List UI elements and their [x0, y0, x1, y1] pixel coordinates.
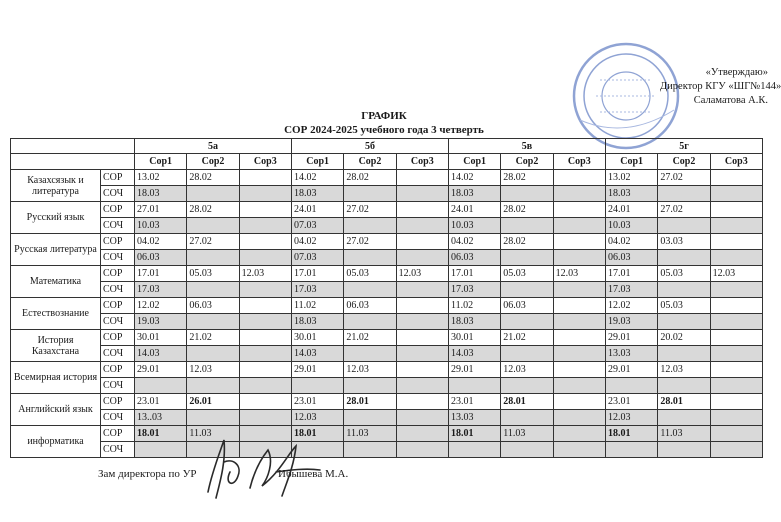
soch-date-cell: 07.03 [291, 218, 343, 234]
sor-date-cell [710, 170, 762, 186]
soch-empty-cell [396, 282, 448, 298]
subject-soch-row [11, 378, 763, 394]
soch-date-cell: 06.03 [135, 250, 187, 266]
footer-position: Зам директора по УР [98, 468, 197, 480]
sor-date-cell: 21.02 [187, 330, 239, 346]
soch-empty-cell [501, 346, 553, 362]
soch-date-cell: 17.03 [605, 282, 657, 298]
soch-label: СОЧ [101, 218, 135, 234]
sor-date-cell: 14.02 [448, 170, 500, 186]
soch-date-cell: 18.03 [291, 186, 343, 202]
sor-date-cell: 29.01 [291, 362, 343, 378]
subject-name: Математика [11, 266, 101, 298]
soch-empty-cell [658, 250, 710, 266]
soch-empty-cell [239, 250, 291, 266]
sor-date-cell: 04.02 [135, 234, 187, 250]
soch-date-cell [448, 378, 500, 394]
subject-soch-row [11, 346, 763, 362]
sor-date-cell: 11.03 [187, 426, 239, 442]
subject-sor-row [11, 266, 763, 282]
soch-empty-cell [239, 218, 291, 234]
sor-date-cell: 04.02 [448, 234, 500, 250]
sor-column-header: Сор2 [501, 154, 553, 170]
sor-date-cell [239, 234, 291, 250]
sor-label: СОР [101, 266, 135, 282]
soch-empty-cell [553, 282, 605, 298]
soch-label: СОЧ [101, 346, 135, 362]
sor-column-header: Сор2 [187, 154, 239, 170]
soch-empty-cell [553, 218, 605, 234]
sor-date-cell: 04.02 [605, 234, 657, 250]
soch-date-cell: 17.03 [291, 282, 343, 298]
soch-empty-cell [396, 218, 448, 234]
soch-empty-cell [396, 442, 448, 458]
soch-empty-cell [553, 186, 605, 202]
sor-label: СОР [101, 426, 135, 442]
soch-empty-cell [501, 186, 553, 202]
soch-empty-cell [396, 314, 448, 330]
soch-empty-cell [553, 250, 605, 266]
soch-empty-cell [553, 314, 605, 330]
soch-label: СОЧ [101, 282, 135, 298]
sor-date-cell: 11.03 [658, 426, 710, 442]
sor-date-cell: 18.01 [605, 426, 657, 442]
soch-empty-cell [344, 442, 396, 458]
sor-label: СОР [101, 202, 135, 218]
sor-column-header: Сор2 [344, 154, 396, 170]
soch-label: СОЧ [101, 314, 135, 330]
footer [98, 468, 349, 480]
soch-empty-cell [187, 282, 239, 298]
soch-empty-cell [187, 346, 239, 362]
sor-date-cell: 29.01 [605, 330, 657, 346]
soch-empty-cell [239, 378, 291, 394]
sor-date-cell [396, 298, 448, 314]
soch-empty-cell [501, 442, 553, 458]
soch-date-cell: 12.03 [605, 410, 657, 426]
soch-empty-cell [396, 346, 448, 362]
soch-empty-cell [501, 250, 553, 266]
soch-empty-cell [658, 346, 710, 362]
sor-date-cell: 23.01 [291, 394, 343, 410]
sor-date-cell: 12.03 [396, 266, 448, 282]
sor-date-cell [710, 362, 762, 378]
sor-date-cell: 13.02 [605, 170, 657, 186]
subject-name: Всемирная история [11, 362, 101, 394]
soch-label: СОЧ [101, 378, 135, 394]
sor-label: СОР [101, 234, 135, 250]
sor-date-cell: 11.02 [291, 298, 343, 314]
soch-date-cell [605, 442, 657, 458]
subject-soch-row [11, 314, 763, 330]
sor-date-cell: 27.01 [135, 202, 187, 218]
sor-date-cell [396, 234, 448, 250]
sor-date-cell: 05.03 [501, 266, 553, 282]
sor-date-cell [553, 298, 605, 314]
soch-empty-cell [553, 378, 605, 394]
soch-date-cell [448, 442, 500, 458]
soch-empty-cell [658, 282, 710, 298]
soch-empty-cell [658, 186, 710, 202]
sor-date-cell [396, 426, 448, 442]
soch-label: СОЧ [101, 186, 135, 202]
soch-empty-cell [239, 346, 291, 362]
sor-date-cell [396, 170, 448, 186]
soch-date-cell: 18.03 [135, 186, 187, 202]
soch-date-cell: 14.03 [291, 346, 343, 362]
soch-date-cell: 18.03 [448, 314, 500, 330]
soch-empty-cell [710, 218, 762, 234]
soch-empty-cell [710, 250, 762, 266]
sor-date-cell: 26.01 [187, 394, 239, 410]
sor-date-cell [553, 394, 605, 410]
subject-sor-row [11, 170, 763, 186]
soch-empty-cell [239, 186, 291, 202]
sor-date-cell [239, 362, 291, 378]
soch-date-cell: 07.03 [291, 250, 343, 266]
sor-date-cell [553, 330, 605, 346]
soch-date-cell: 19.03 [135, 314, 187, 330]
sor-date-cell: 28.01 [501, 394, 553, 410]
subject-sor-row [11, 394, 763, 410]
sor-date-cell [396, 202, 448, 218]
sor-date-cell: 11.03 [344, 426, 396, 442]
sor-date-cell: 05.03 [187, 266, 239, 282]
sor-label: СОР [101, 362, 135, 378]
sor-date-cell: 18.01 [135, 426, 187, 442]
sor-date-cell: 05.03 [658, 266, 710, 282]
sor-date-cell: 21.02 [344, 330, 396, 346]
soch-empty-cell [658, 218, 710, 234]
soch-empty-cell [396, 378, 448, 394]
soch-empty-cell [344, 410, 396, 426]
sor-date-cell [239, 202, 291, 218]
soch-date-cell [605, 378, 657, 394]
sor-date-cell: 27.02 [658, 202, 710, 218]
sor-date-cell [239, 298, 291, 314]
soch-empty-cell [396, 186, 448, 202]
sor-date-cell: 20.02 [658, 330, 710, 346]
sor-date-cell: 12.03 [187, 362, 239, 378]
sor-date-cell: 06.03 [501, 298, 553, 314]
sor-date-cell: 27.02 [658, 170, 710, 186]
soch-label: СОЧ [101, 250, 135, 266]
soch-label: СОЧ [101, 442, 135, 458]
soch-empty-cell [187, 218, 239, 234]
grade-header: 5в [448, 139, 605, 154]
sor-date-cell: 28.02 [501, 170, 553, 186]
schedule-table [10, 138, 763, 458]
soch-date-cell: 13..03 [135, 410, 187, 426]
soch-empty-cell [187, 186, 239, 202]
subject-name: Английский язык [11, 394, 101, 426]
soch-empty-cell [187, 314, 239, 330]
sor-date-cell [396, 330, 448, 346]
subject-name: Естествознание [11, 298, 101, 330]
sor-date-cell: 17.01 [448, 266, 500, 282]
soch-empty-cell [658, 314, 710, 330]
sor-label: СОР [101, 330, 135, 346]
sor-date-cell: 11.03 [501, 426, 553, 442]
subject-soch-row [11, 282, 763, 298]
sor-date-cell: 05.03 [344, 266, 396, 282]
sor-date-cell [239, 394, 291, 410]
sor-date-cell [553, 426, 605, 442]
soch-empty-cell [344, 378, 396, 394]
sor-date-cell: 30.01 [291, 330, 343, 346]
soch-empty-cell [239, 282, 291, 298]
sor-date-cell: 12.03 [239, 266, 291, 282]
sor-date-cell [553, 362, 605, 378]
soch-empty-cell [553, 346, 605, 362]
sor-column-header: Сор1 [448, 154, 500, 170]
soch-empty-cell [344, 250, 396, 266]
soch-empty-cell [658, 442, 710, 458]
soch-empty-cell [710, 442, 762, 458]
soch-date-cell: 18.03 [605, 186, 657, 202]
sor-date-cell: 24.01 [291, 202, 343, 218]
soch-date-cell [135, 442, 187, 458]
sor-date-cell [710, 234, 762, 250]
soch-date-cell: 19.03 [605, 314, 657, 330]
sor-date-cell: 14.02 [291, 170, 343, 186]
sor-date-cell: 23.01 [605, 394, 657, 410]
soch-empty-cell [344, 282, 396, 298]
sor-date-cell: 28.02 [187, 170, 239, 186]
approval-line-3: Саламатова А.К. [693, 95, 768, 106]
soch-empty-cell [710, 186, 762, 202]
sor-date-cell: 30.01 [448, 330, 500, 346]
sor-label: СОР [101, 298, 135, 314]
sor-date-cell: 29.01 [135, 362, 187, 378]
soch-date-cell: 06.03 [605, 250, 657, 266]
approval-block [660, 66, 781, 108]
sor-date-cell: 29.01 [605, 362, 657, 378]
sor-date-cell: 27.02 [344, 234, 396, 250]
sor-date-cell [710, 426, 762, 442]
sor-column-header: Сор2 [658, 154, 710, 170]
sor-date-cell [396, 362, 448, 378]
subject-name: Русская литература [11, 234, 101, 266]
sor-date-cell: 18.01 [291, 426, 343, 442]
sor-date-cell: 27.02 [187, 234, 239, 250]
document-subtitle: СОР 2024-2025 учебного года 3 четверть [284, 124, 484, 136]
soch-date-cell: 13.03 [448, 410, 500, 426]
sor-date-cell: 28.01 [658, 394, 710, 410]
soch-empty-cell [710, 282, 762, 298]
approval-line-1: «Утверждаю» [705, 67, 768, 78]
grade-header: 5а [135, 139, 292, 154]
sor-date-cell [553, 202, 605, 218]
soch-empty-cell [239, 314, 291, 330]
soch-empty-cell [658, 378, 710, 394]
sor-label: СОР [101, 170, 135, 186]
soch-date-cell: 10.03 [605, 218, 657, 234]
soch-date-cell [135, 378, 187, 394]
sor-date-cell [553, 234, 605, 250]
sor-date-cell [710, 330, 762, 346]
subject-name: Казахсязык и литература [11, 170, 101, 202]
sor-date-cell: 12.03 [501, 362, 553, 378]
soch-date-cell: 17.03 [448, 282, 500, 298]
sor-date-cell: 24.01 [605, 202, 657, 218]
sor-date-cell: 17.01 [605, 266, 657, 282]
soch-empty-cell [553, 410, 605, 426]
sor-date-cell: 30.01 [135, 330, 187, 346]
sor-date-cell: 05.03 [658, 298, 710, 314]
sor-date-cell [239, 170, 291, 186]
sor-date-cell: 17.01 [291, 266, 343, 282]
corner-cell [11, 154, 135, 170]
sor-date-cell: 23.01 [448, 394, 500, 410]
sor-date-cell [710, 394, 762, 410]
sor-date-cell: 29.01 [448, 362, 500, 378]
corner-cell [11, 139, 135, 154]
soch-date-cell: 14.03 [135, 346, 187, 362]
subject-soch-row [11, 186, 763, 202]
soch-empty-cell [396, 410, 448, 426]
grade-header-row [11, 139, 763, 154]
sor-column-header: Сор3 [396, 154, 448, 170]
soch-empty-cell [344, 186, 396, 202]
soch-empty-cell [501, 218, 553, 234]
subject-sor-row [11, 362, 763, 378]
soch-empty-cell [501, 282, 553, 298]
sor-date-cell: 23.01 [135, 394, 187, 410]
subject-soch-row [11, 218, 763, 234]
soch-date-cell: 14.03 [448, 346, 500, 362]
soch-empty-cell [187, 378, 239, 394]
soch-date-cell: 10.03 [135, 218, 187, 234]
soch-empty-cell [501, 378, 553, 394]
sor-column-header: Сор3 [239, 154, 291, 170]
document-title: ГРАФИК [361, 110, 407, 122]
sor-date-cell [396, 394, 448, 410]
sor-date-cell [553, 170, 605, 186]
sor-column-header: Сор1 [135, 154, 187, 170]
soch-empty-cell [710, 378, 762, 394]
sor-date-cell: 03.03 [658, 234, 710, 250]
sor-date-cell [710, 298, 762, 314]
subject-sor-row [11, 234, 763, 250]
subject-sor-row [11, 330, 763, 346]
sor-date-cell: 04.02 [291, 234, 343, 250]
soch-empty-cell [396, 250, 448, 266]
soch-empty-cell [344, 314, 396, 330]
soch-date-cell: 17.03 [135, 282, 187, 298]
sor-header-row [11, 154, 763, 170]
soch-date-cell: 18.03 [291, 314, 343, 330]
soch-empty-cell [344, 346, 396, 362]
soch-date-cell: 12.03 [291, 410, 343, 426]
sor-date-cell: 18.01 [448, 426, 500, 442]
sor-date-cell: 12.03 [658, 362, 710, 378]
soch-empty-cell [239, 410, 291, 426]
soch-empty-cell [344, 218, 396, 234]
soch-empty-cell [501, 410, 553, 426]
subject-soch-row [11, 442, 763, 458]
sor-date-cell: 28.01 [344, 394, 396, 410]
footer-name: Ибышева М.А. [278, 468, 349, 480]
sor-date-cell: 06.03 [187, 298, 239, 314]
soch-date-cell: 10.03 [448, 218, 500, 234]
soch-empty-cell [710, 346, 762, 362]
soch-empty-cell [553, 442, 605, 458]
soch-empty-cell [658, 410, 710, 426]
sor-date-cell: 28.02 [187, 202, 239, 218]
soch-date-cell [291, 378, 343, 394]
sor-column-header: Сор1 [291, 154, 343, 170]
soch-date-cell: 06.03 [448, 250, 500, 266]
soch-date-cell: 13.03 [605, 346, 657, 362]
grade-header: 5б [291, 139, 448, 154]
sor-date-cell: 12.03 [710, 266, 762, 282]
subject-sor-row [11, 426, 763, 442]
soch-date-cell: 18.03 [448, 186, 500, 202]
sor-date-cell: 12.03 [344, 362, 396, 378]
sor-date-cell: 28.02 [344, 170, 396, 186]
soch-empty-cell [710, 314, 762, 330]
grade-header: 5г [605, 139, 762, 154]
subject-name: информатика [11, 426, 101, 458]
sor-date-cell: 12.02 [605, 298, 657, 314]
soch-label: СОЧ [101, 410, 135, 426]
subject-name: История Казахстана [11, 330, 101, 362]
sor-date-cell [710, 202, 762, 218]
soch-empty-cell [187, 410, 239, 426]
subject-soch-row [11, 410, 763, 426]
sor-date-cell: 27.02 [344, 202, 396, 218]
approval-line-2: Директор КГУ «ШГ№144» [660, 81, 781, 92]
subject-name: Русский язык [11, 202, 101, 234]
sor-date-cell: 12.02 [135, 298, 187, 314]
sor-date-cell: 17.01 [135, 266, 187, 282]
sor-date-cell: 28.02 [501, 234, 553, 250]
sor-date-cell: 21.02 [501, 330, 553, 346]
sor-date-cell: 28.02 [501, 202, 553, 218]
sor-date-cell: 24.01 [448, 202, 500, 218]
sor-date-cell: 12.03 [553, 266, 605, 282]
sor-date-cell: 11.02 [448, 298, 500, 314]
sor-column-header: Сор1 [605, 154, 657, 170]
soch-empty-cell [187, 250, 239, 266]
sor-label: СОР [101, 394, 135, 410]
subject-sor-row [11, 202, 763, 218]
sor-date-cell: 06.03 [344, 298, 396, 314]
sor-date-cell: 13.02 [135, 170, 187, 186]
subject-sor-row [11, 298, 763, 314]
sor-date-cell [239, 330, 291, 346]
sor-column-header: Сор3 [710, 154, 762, 170]
subject-soch-row [11, 250, 763, 266]
sor-column-header: Сор3 [553, 154, 605, 170]
soch-empty-cell [710, 410, 762, 426]
soch-empty-cell [501, 314, 553, 330]
